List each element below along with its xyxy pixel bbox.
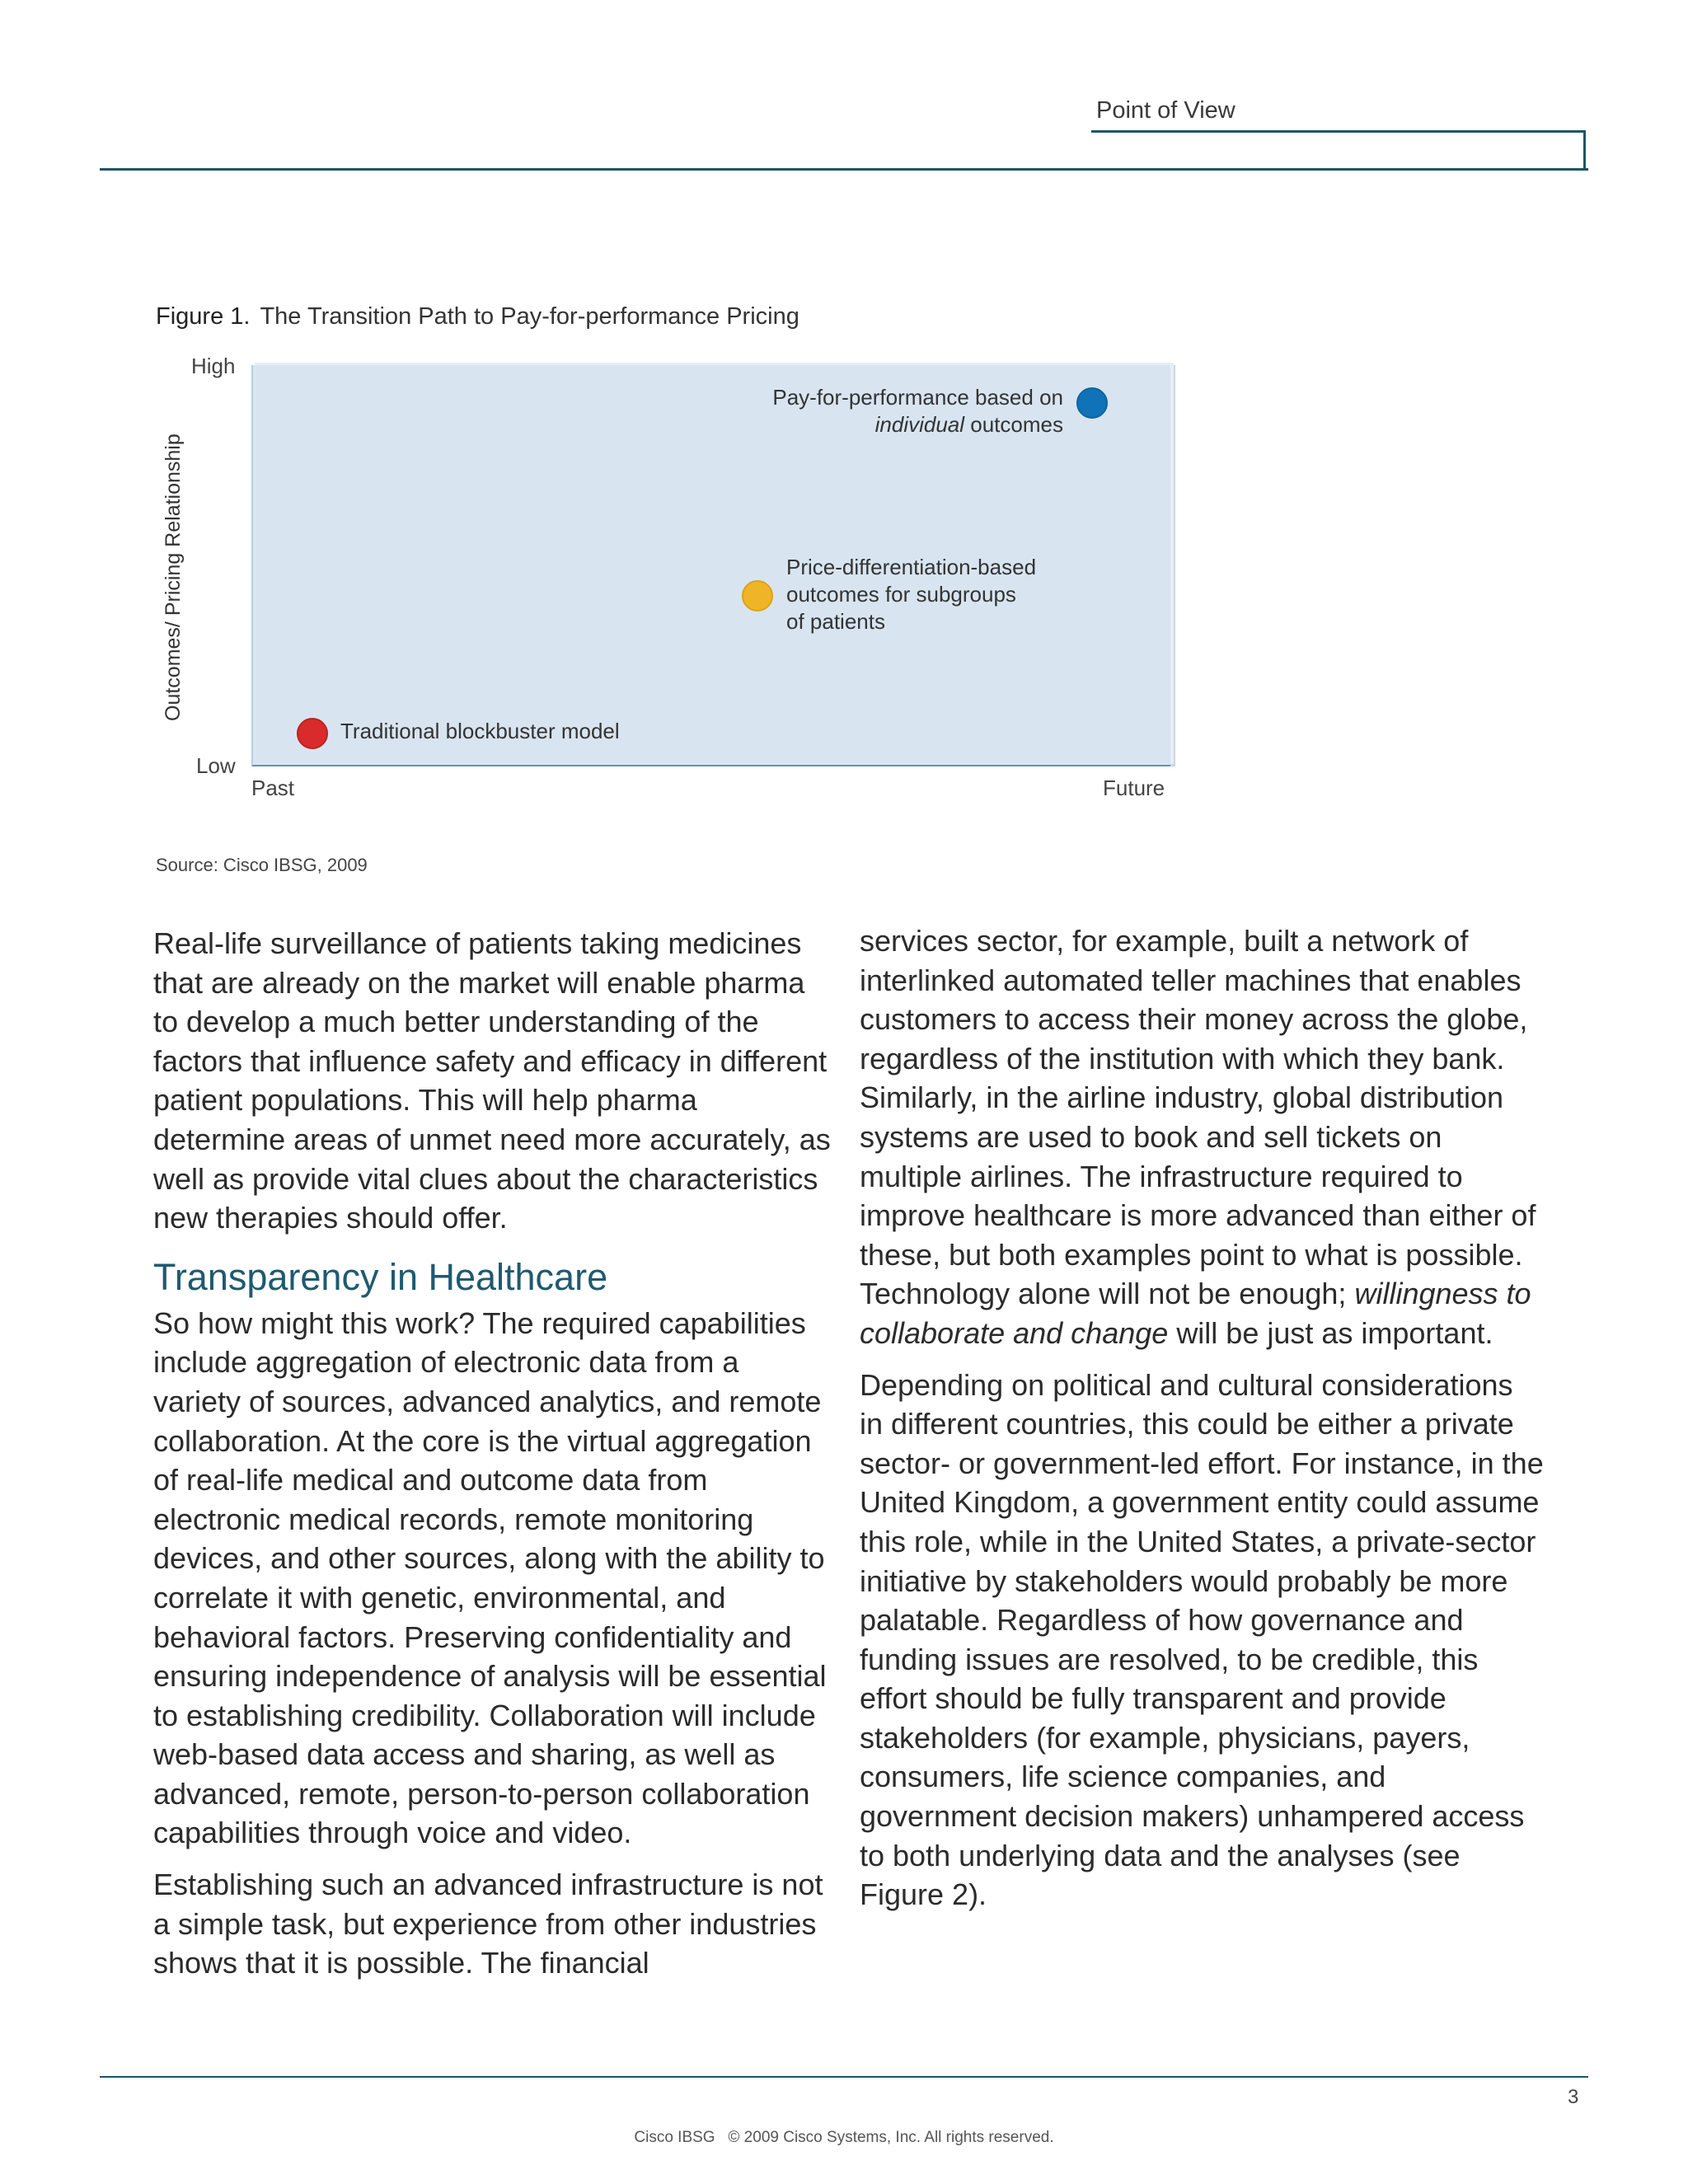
x-tick-future: Future bbox=[1103, 776, 1165, 800]
label-line bbox=[725, 411, 1063, 438]
figure-source: Source: Cisco IBSG, 2009 bbox=[156, 855, 368, 875]
paragraph: Real-life surveillance of patients taking medicines that are already on the market will enable pharma to develop a much better understanding of the factors that influence safety and efficacy in different patient populations. This will help pharma determine areas of unmet need more accurately, as well as provide vital clues about the characteristics new therapies should offer. bbox=[153, 926, 831, 1235]
paragraph: Depending on political and cultural considerations in different countries, this could be either a private sector- or government-led effort. For instance, in the United Kingdom, a government entity could assume this role, while in the United States, a private-sector initiative by stakeholders would probably be more palatable. Regardless of how governance and funding issues are resolved, to be credible, this effort should be fully transparent and provide stakeholders (for example, physicians, payers, consumers, life science companies, and government decision makers) unhampered access to both underlying data and the analyses (see Figure 2). bbox=[860, 1367, 1544, 1912]
body-column-right bbox=[860, 921, 1544, 1915]
paragraph-emphasis: willingness to collaborate and change bbox=[860, 1277, 1531, 1350]
paragraph: So how might this work? The required capabilities include aggregation of electronic data from a variety of sources, advanced analytics, and remote collaboration. At the core is the virtual aggregation of real-life medical and outcome data from electronic medical records, remote monitoring devices, and other sources, along with the ability to correlate it with genetic, environmental, and behavioral factors. Preserving confidentiality and ensuring independence of analysis will be essential to establishing credibility. Collaboration will include web-based data access and sharing, as well as advanced, remote, person-to-person collaboration capabilities through voice and video. bbox=[153, 1305, 827, 1850]
y-tick-high: High bbox=[191, 354, 236, 378]
section-heading: Transparency in Healthcare bbox=[153, 1255, 608, 1298]
section-label-bracket bbox=[1091, 130, 1586, 168]
y-axis-title: Outcomes/ Pricing Relationship bbox=[162, 434, 185, 721]
paragraph: Establishing such an advanced infrastructure is not a simple task, but experience from other industries shows that it is possible. The financial bbox=[153, 1868, 823, 1980]
page-number: 3 bbox=[1568, 2086, 1579, 2108]
label-pay-for-performance bbox=[725, 384, 1063, 438]
footer-rule bbox=[100, 2076, 1588, 2078]
label-price-differentiation bbox=[786, 554, 1083, 635]
label-emphasis: individual bbox=[874, 412, 965, 437]
point-traditional-blockbuster bbox=[297, 718, 328, 749]
label-line: outcomes for subgroups bbox=[786, 582, 1016, 607]
x-tick-past: Past bbox=[251, 776, 295, 800]
figure-caption bbox=[156, 303, 799, 330]
paragraph-text: services sector, for example, built a network of interlinked automated teller machines that enables customers to access their money across the globe, regardless of the institution with which they bank. Similarly, in the airline industry, global distribution systems are used to book and sell tickets on multiple airlines. The infrastructure required to improve healthcare is more advanced than either of these, but both examples point to what is possible. Technology alone will not be enough; bbox=[860, 924, 1536, 1311]
label-line: Pay-for-performance based on bbox=[772, 385, 1063, 410]
paragraph bbox=[860, 921, 1544, 1353]
paragraph-text: will be just as important. bbox=[1176, 1315, 1493, 1350]
point-price-differentiation bbox=[742, 580, 773, 612]
label-rest: outcomes bbox=[970, 412, 1063, 437]
label-line: Price-differentiation-based bbox=[786, 555, 1037, 579]
label-traditional-blockbuster: Traditional blockbuster model bbox=[340, 719, 620, 743]
section-label: Point of View bbox=[1096, 97, 1236, 124]
footer-copyright: Cisco IBSG © 2009 Cisco Systems, Inc. All rights reserved. bbox=[634, 2129, 1054, 2146]
figure-label: Figure 1. bbox=[156, 303, 251, 330]
label-line: of patients bbox=[786, 609, 885, 634]
body-column-left bbox=[153, 924, 833, 1983]
y-tick-low: Low bbox=[196, 753, 236, 778]
figure-title: The Transition Path to Pay-for-performance Pricing bbox=[260, 303, 799, 330]
point-pay-for-performance bbox=[1076, 387, 1108, 419]
header-rule bbox=[100, 168, 1588, 171]
